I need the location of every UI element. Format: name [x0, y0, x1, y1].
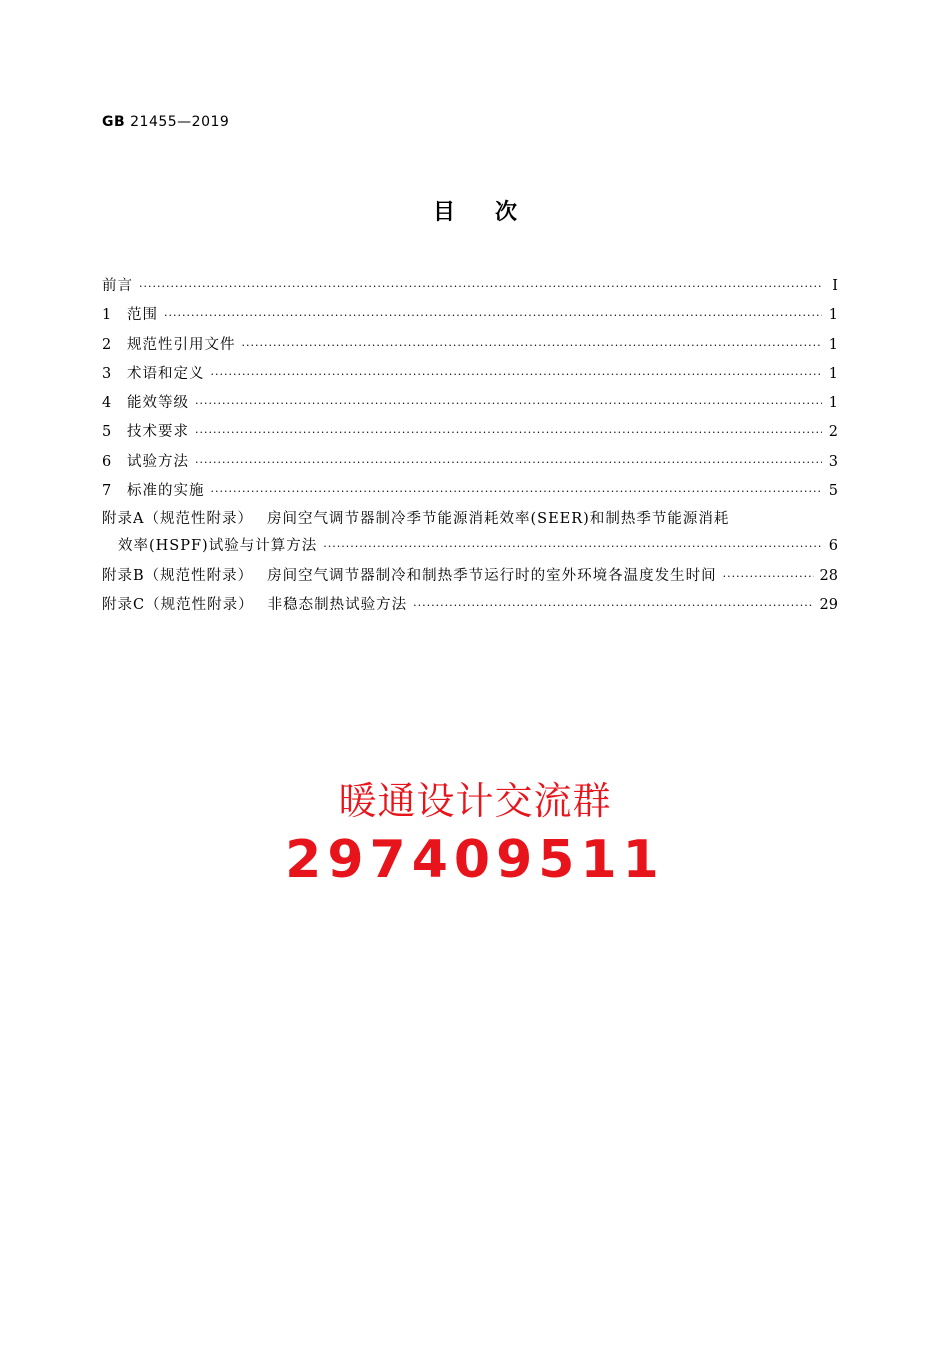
- table-of-contents: [102, 272, 838, 620]
- toc-entry-number: 4: [102, 395, 112, 412]
- dot-leader: [195, 418, 822, 447]
- watermark-group-number: 297409511: [285, 830, 665, 890]
- toc-annex-title: 房间空气调节器制冷季节能源消耗效率(SEER)和制热季节能源消耗: [266, 511, 730, 528]
- toc-entry-4[interactable]: [102, 389, 838, 418]
- toc-entry-number: 1: [102, 307, 112, 324]
- dot-leader: [323, 532, 822, 561]
- toc-entry-1[interactable]: [102, 301, 838, 330]
- dot-leader: [723, 562, 814, 591]
- dot-leader: [195, 389, 822, 418]
- toc-entry-page: 28: [819, 567, 838, 584]
- toc-entry-page: 2: [828, 424, 838, 441]
- dot-leader: [139, 272, 822, 301]
- toc-entry-6[interactable]: [102, 448, 838, 477]
- toc-entry-page: 29: [819, 596, 838, 613]
- toc-entry-page: 1: [828, 336, 838, 353]
- dot-leader: [211, 477, 823, 506]
- toc-entry-page: 1: [828, 395, 838, 412]
- toc-entry-annex-a-continued[interactable]: [102, 532, 838, 561]
- toc-annex-label: 附录B（规范性附录）: [102, 567, 254, 584]
- toc-entry-foreword[interactable]: [102, 272, 838, 301]
- toc-entry-number: 3: [102, 365, 112, 382]
- toc-entry-page: 5: [828, 483, 838, 500]
- dot-leader: [164, 301, 822, 330]
- toc-entry-label: 术语和定义: [127, 365, 205, 382]
- dot-leader: [413, 591, 813, 620]
- toc-entry-label: 前言: [102, 278, 133, 294]
- dot-leader: [195, 448, 822, 477]
- toc-entry-2[interactable]: [102, 331, 838, 360]
- toc-entry-label: 标准的实施: [127, 483, 205, 500]
- toc-entry-page: Ⅰ: [832, 278, 838, 294]
- toc-entry-number: 6: [102, 453, 112, 470]
- toc-entry-number: 2: [102, 336, 112, 353]
- dot-leader: [211, 360, 823, 389]
- toc-entry-label: 能效等级: [127, 395, 189, 412]
- toc-entry-label: 技术要求: [127, 424, 189, 441]
- toc-entry-annex-c[interactable]: [102, 591, 838, 620]
- toc-annex-label: 附录C（规范性附录）: [102, 596, 254, 613]
- toc-entry-annex-b[interactable]: [102, 562, 838, 591]
- toc-entry-page: 6: [828, 538, 838, 555]
- toc-annex-title: 房间空气调节器制冷和制热季节运行时的室外环境各温度发生时间: [267, 567, 717, 584]
- toc-entry-page: 1: [828, 365, 838, 382]
- toc-entry-annex-a[interactable]: [102, 506, 838, 532]
- toc-entry-number: 7: [102, 483, 112, 500]
- toc-entry-page: 3: [828, 453, 838, 470]
- toc-entry-5[interactable]: [102, 418, 838, 447]
- dot-leader: [242, 331, 823, 360]
- toc-entry-7[interactable]: [102, 477, 838, 506]
- toc-entry-label: 范围: [127, 307, 158, 324]
- toc-entry-number: 5: [102, 424, 112, 441]
- toc-annex-title: 非稳态制热试验方法: [267, 596, 408, 613]
- toc-entry-page: 1: [828, 307, 838, 324]
- toc-entry-label: 试验方法: [127, 453, 189, 470]
- standard-prefix: GB: [102, 114, 126, 130]
- standard-number: 21455—2019: [130, 114, 230, 130]
- toc-entry-3[interactable]: [102, 360, 838, 389]
- toc-entry-label: 规范性引用文件: [127, 336, 236, 353]
- watermark-group-name: 暖通设计交流群: [338, 779, 612, 823]
- standard-code: [102, 114, 229, 130]
- page-title: 目次: [432, 200, 557, 225]
- toc-annex-label: 附录A（规范性附录）: [102, 511, 253, 528]
- toc-annex-title-continued: 效率(HSPF)试验与计算方法: [118, 538, 318, 555]
